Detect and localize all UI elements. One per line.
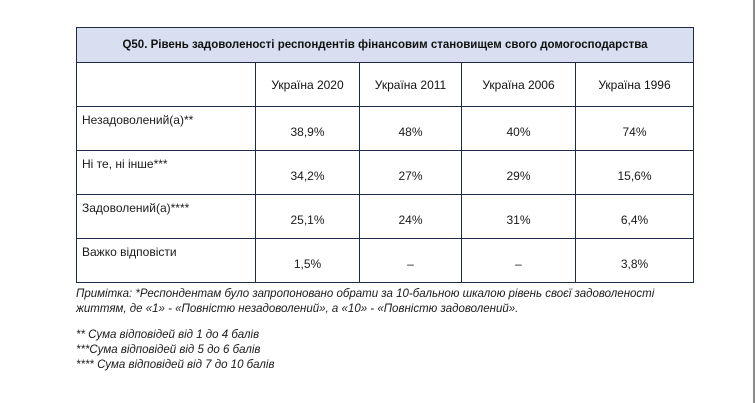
table-cell: 15,6% (576, 151, 694, 195)
footnote: ** Сума відповідей від 1 до 4 балів (76, 329, 260, 341)
column-header: Україна 2011 (360, 63, 462, 107)
table-header-row (77, 63, 694, 107)
table-cell: 34,2% (256, 151, 360, 195)
column-header: Україна 2006 (462, 63, 576, 107)
row-label: Задоволений(а)**** (77, 195, 256, 239)
table-row (77, 107, 694, 151)
table-cell: 25,1% (256, 195, 360, 239)
footnote: **** Сума відповідей від 7 до 10 балів (76, 359, 275, 371)
table-cell: 31% (462, 195, 576, 239)
table-cell: 24% (360, 195, 462, 239)
table-row (77, 195, 694, 239)
table-row (77, 239, 694, 283)
main-note: Примітка: *Респондентам було запропоновано обрати за 10-бальною шкалою рівень своєї задоволеності життям, де «1» - «Повністю незадоволений», а «10» - «Повністю задоволений». (76, 288, 655, 315)
table-row (77, 151, 694, 195)
table-cell: 6,4% (576, 195, 694, 239)
table-cell: 27% (360, 151, 462, 195)
table-cell: 48% (360, 107, 462, 151)
column-header: Україна 2020 (256, 63, 360, 107)
table-cell: 1,5% (256, 239, 360, 283)
table-cell: – (462, 239, 576, 283)
column-header-blank (77, 63, 256, 107)
table-cell: 40% (462, 107, 576, 151)
table-cell: 29% (462, 151, 576, 195)
row-label: Важко відповісти (77, 239, 256, 283)
footnote: ***Сума відповідей від 5 до 6 балів (76, 344, 261, 356)
table-title: Q50. Рівень задоволеності респондентів фінансовим становищем свого домогосподарства (77, 28, 694, 63)
table-cell: – (360, 239, 462, 283)
table-cell: 38,9% (256, 107, 360, 151)
row-label: Незадоволений(а)** (77, 107, 256, 151)
notes-section (76, 287, 696, 373)
table-cell: 3,8% (576, 239, 694, 283)
row-label: Ні те, ні інше*** (77, 151, 256, 195)
table-title-row (77, 28, 694, 63)
table-cell: 74% (576, 107, 694, 151)
survey-table (76, 27, 694, 283)
column-header: Україна 1996 (576, 63, 694, 107)
